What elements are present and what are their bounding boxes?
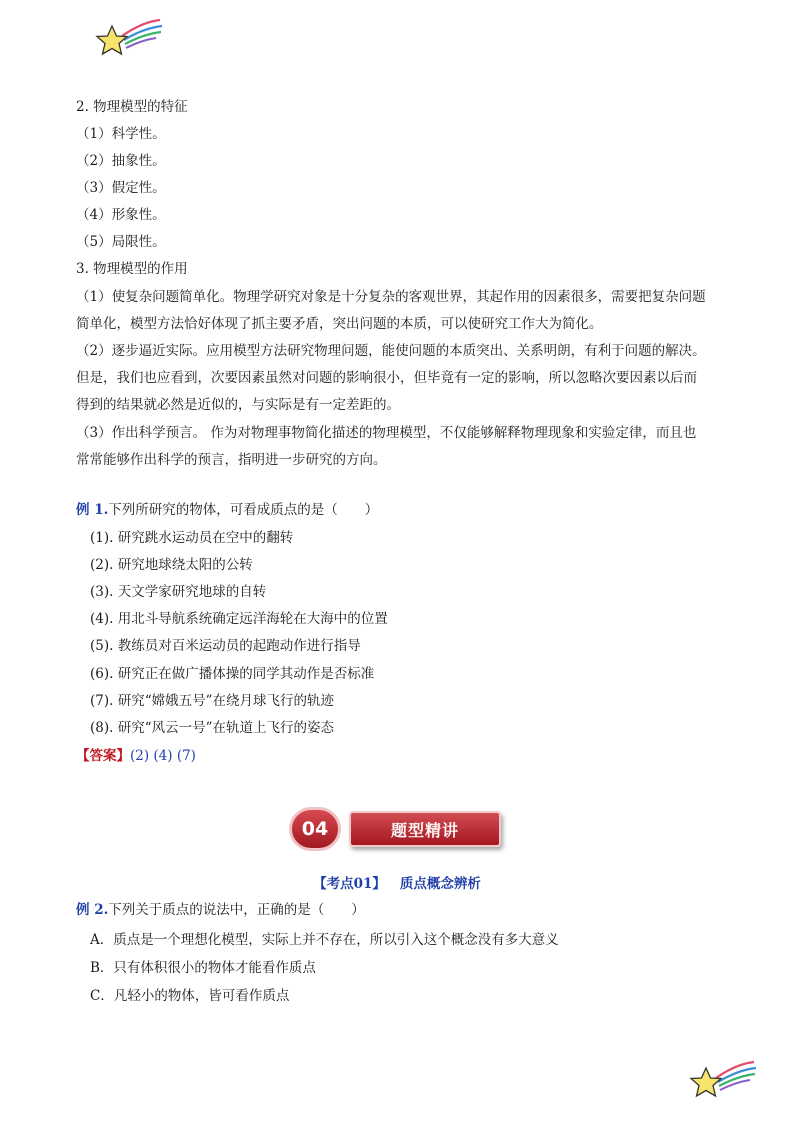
example1-option: (5). 教练员对百米运动员的起跑动作进行指导: [90, 638, 361, 654]
example1-option: (2). 研究地球绕太阳的公转: [90, 557, 253, 573]
feature-item-5: （5）局限性。: [76, 234, 166, 250]
example2-option-a: A．质点是一个理想化模型，实际上并不存在，所以引入这个概念没有多大意义: [90, 932, 559, 948]
example1-option: (8). 研究“风云一号”在轨道上飞行的姿态: [90, 720, 335, 736]
feature-item-3: （3）假定性。: [76, 180, 166, 196]
example1-question: [76, 500, 378, 520]
example1-option: (1). 研究跳水运动员在空中的翻转: [90, 530, 294, 546]
section3-line: （1）使复杂问题简单化。物理学研究对象是十分复杂的客观世界，其起作用的因素很多，需要把复杂问题: [76, 289, 706, 305]
example1-option: (3). 天文学家研究地球的自转: [90, 584, 267, 600]
section3-line: （2）逐步逼近实际。应用模型方法研究物理问题，能使问题的本质突出、关系明朗，有利于问题的解决。: [76, 343, 706, 359]
kaodian-tag: 【考点01】: [313, 876, 386, 892]
section-number: 04: [289, 807, 341, 851]
section3-line: 但是，我们也应看到，次要因素虽然对问题的影响很小，但毕竟有一定的影响，所以忽略次要因素以后而: [76, 370, 697, 386]
feature-item-1: （1）科学性。: [76, 126, 166, 142]
shooting-star-icon: [92, 14, 164, 60]
section-badge: [289, 807, 505, 851]
example1-text: 下列所研究的物体，可看成质点的是（ ）: [108, 502, 379, 518]
feature-item-4: （4）形象性。: [76, 207, 166, 223]
section3-line: 简单化，模型方法恰好体现了抓主要矛盾，突出问题的本质，可以使研究工作大为简化。: [76, 316, 603, 332]
example2-option-c: C．凡轻小的物体，皆可看作质点: [90, 988, 290, 1004]
kaodian-heading: [0, 872, 794, 892]
example2-text: 下列关于质点的说法中，正确的是（ ）: [108, 902, 365, 918]
section3-line: 得到的结果就必然是近似的，与实际是有一定差距的。: [76, 397, 400, 413]
example2-question: [76, 900, 365, 920]
section3-line: 常常能够作出科学的预言，指明进一步研究的方向。: [76, 452, 387, 468]
answer-value: (2) (4) (7): [130, 748, 196, 764]
example2-label: 例 2.: [76, 902, 109, 918]
example1-answer: [76, 746, 196, 766]
answer-label: 【答案】: [76, 748, 130, 764]
example2-option-b: B．只有体积很小的物体才能看作质点: [90, 960, 316, 976]
section-title: 题型精讲: [349, 811, 501, 847]
kaodian-title: 质点概念辨析: [399, 876, 481, 892]
example1-option: (6). 研究正在做广播体操的同学其动作是否标准: [90, 666, 375, 682]
section3-heading: 3. 物理模型的作用: [76, 261, 188, 277]
shooting-star-icon: [686, 1056, 758, 1102]
feature-item-2: （2）抽象性。: [76, 153, 166, 169]
section3-line: （3）作出科学预言。 作为对物理事物简化描述的物理模型，不仅能够解释物理现象和实验定律，而且也: [76, 425, 697, 441]
example1-option: (4). 用北斗导航系统确定远洋海轮在大海中的位置: [90, 611, 388, 627]
example1-option: (7). 研究“嫦娥五号”在绕月球飞行的轨迹: [90, 693, 335, 709]
example1-label: 例 1.: [76, 502, 109, 518]
section2-heading: 2. 物理模型的特征: [76, 99, 188, 115]
